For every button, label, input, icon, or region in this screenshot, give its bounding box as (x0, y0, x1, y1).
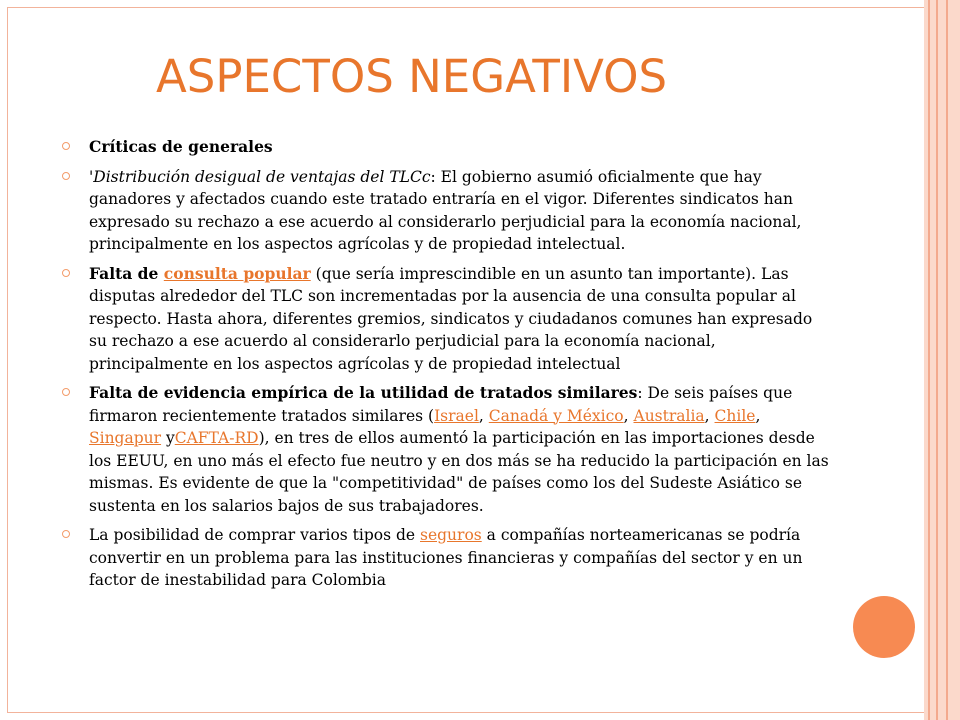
bullet-heading: Críticas de generales (89, 137, 273, 156)
bullet-icon (62, 142, 70, 150)
link-canada-mexico[interactable]: Canadá y México (488, 406, 624, 425)
decorative-side-band (924, 0, 960, 720)
separator: , (478, 406, 489, 425)
bullet-text: : El gobierno asumió oficialmente que hay ganadores y afectados cuando este tratado entraría en el vigor. Diferentes sindicatos han expresado su rechazo a ese acuerdo al considerarlo perjudicial para la economía nacional, principalmente en los aspectos agrícolas y de propiedad intelectual. (89, 167, 802, 253)
link-singapur[interactable]: Singapur (89, 429, 162, 447)
list-item (62, 136, 832, 159)
list-item (62, 166, 832, 256)
bullet-emphasis: Distribución desigual de ventajas del TLCc (93, 167, 431, 186)
bullet-text: ), en tres de ellos aumentó la participación en las importaciones desde los EEUU, en uno más el efecto fue neutro y en dos más se ha reducido la participación en las mismas. Es evidente de que la "competitividad" de países como los del Sudeste Asiático se sustenta en los salarios bajos de sus trabajadores. (89, 429, 829, 515)
link-chile[interactable]: Chile (714, 406, 756, 425)
link-seguros[interactable]: seguros (420, 526, 482, 544)
bullet-icon (62, 172, 70, 180)
separator: , (755, 406, 761, 425)
separator: , (704, 406, 715, 425)
band-stripe (936, 0, 938, 720)
separator: y (161, 429, 175, 447)
bullet-text: ' (89, 167, 94, 186)
bullet-list (62, 136, 832, 599)
bullet-text: a compañías norteamericanas se podría convertir en un problema para las instituciones financieras y compañías del sector y en un factor de inestabilidad para Colombia (89, 526, 803, 589)
list-item (62, 263, 832, 376)
bullet-text: La posibilidad de comprar varios tipos de (89, 526, 420, 544)
bullet-text: : De seis países que firmaron recientemente tratados similares ( (89, 384, 793, 425)
bullet-icon (62, 388, 70, 396)
bullet-heading: Falta de (89, 263, 164, 283)
band-stripe (928, 0, 930, 720)
list-item (62, 524, 832, 592)
bullet-heading: Falta de evidencia empírica de la utilidad de tratados similares (89, 383, 638, 402)
link-consulta-popular[interactable]: consulta popular (163, 263, 311, 283)
decorative-circle (853, 596, 915, 658)
link-israel[interactable]: Israel (434, 406, 479, 425)
bullet-icon (62, 269, 70, 277)
band-stripe (946, 0, 948, 720)
link-australia[interactable]: Australia (633, 406, 705, 425)
bullet-text: (que sería imprescindible en un asunto tan importante). Las disputas alrededor del TLC son incrementadas por la ausencia de una consulta popular al respecto. Hasta ahora, diferentes gremios, sindicatos y ciudadanos comunes han expresado su rechazo a ese acuerdo al considerarlo perjudicial para la economía nacional, principalmente en los aspectos agrícolas y de propiedad intelectual (89, 264, 813, 373)
list-item (62, 382, 832, 517)
slide-title: ASPECTOS NEGATIVOS (156, 50, 668, 103)
link-cafta-rd[interactable]: CAFTA-RD (174, 429, 259, 447)
bullet-icon (62, 530, 70, 538)
separator: , (623, 406, 634, 425)
